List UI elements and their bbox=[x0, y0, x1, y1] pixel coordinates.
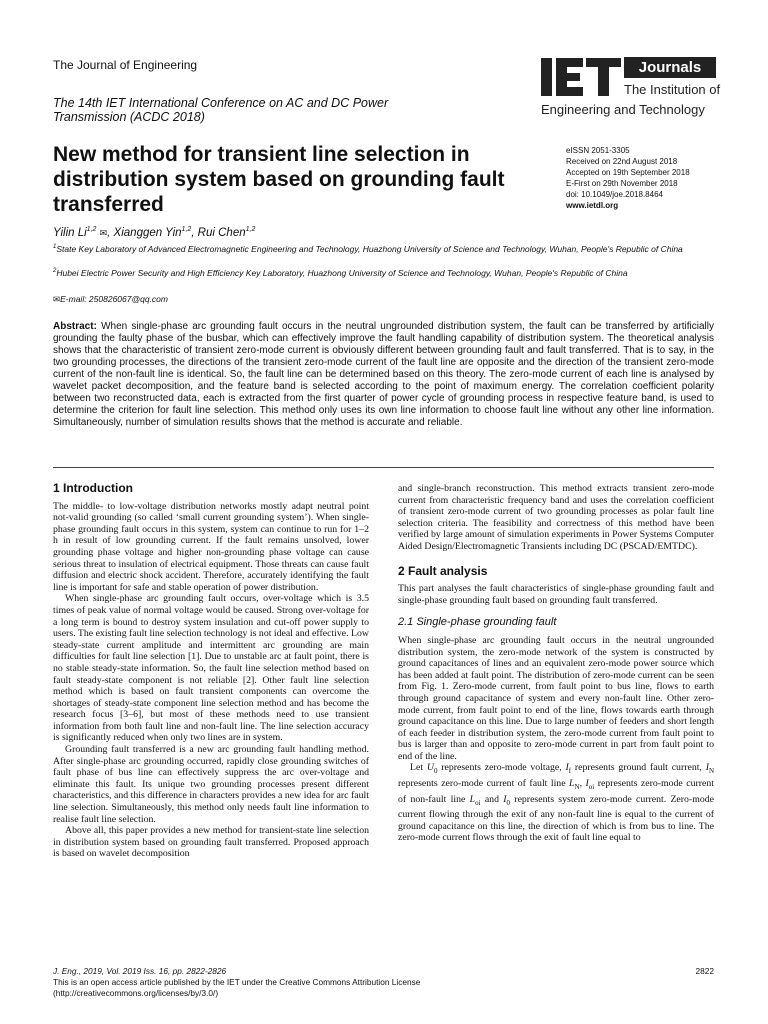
meta-efirst: E-First on 29th November 2018 bbox=[566, 179, 678, 188]
affil-sup: 1 bbox=[53, 244, 57, 250]
journal-name: The Journal of Engineering bbox=[53, 58, 198, 72]
author-affil-sup: 1,2 bbox=[181, 226, 192, 233]
article-title: New method for transient line selection in distribution system based on grounding fault transferred bbox=[53, 143, 505, 216]
author-name: Yilin Li bbox=[53, 226, 87, 239]
author-list bbox=[53, 226, 255, 239]
author-affil-sup: 1,2 bbox=[86, 226, 97, 233]
abstract bbox=[53, 321, 714, 429]
symbol-sub: N bbox=[574, 782, 580, 791]
abstract-label: Abstract: bbox=[53, 321, 97, 332]
journals-badge: Journals bbox=[624, 57, 716, 78]
page-number: 2822 bbox=[695, 966, 714, 976]
symbol: L bbox=[469, 793, 476, 805]
paragraph: When single-phase arc grounding fault occurs, over-voltage which is 3.5 times of peak value of normal voltage would be caused. Strong over-voltage for a long term is bound to destroy system insulation and cut-off power supply to users. The existing fault line selection technology is not ideal and effective. Low steady-state current amplitude and intermittent arc grounding are main difficulties for fault line selection [1]. Due to unstable arc at fault point, there is no stable steady-state information. So, the fault line selection method based on fault steady-state component is not reliable [2]. Other fault line selection method which is based on fault transient components can overcome the shortages of steady-state component line selection method and has become the research focus [3–6], but most of these methods need to use transient information from both fault line and non-fault line. The line selection accuracy is significantly reduced when only two lines are in system. bbox=[53, 593, 369, 744]
iet-logo bbox=[541, 56, 721, 120]
right-column bbox=[398, 483, 714, 844]
meta-eissn: eISSN 2051-3305 bbox=[566, 146, 630, 155]
section-divider bbox=[53, 467, 714, 468]
symbol: L bbox=[569, 778, 575, 790]
symbol-sub: oi bbox=[588, 782, 595, 791]
contact-email[interactable] bbox=[53, 294, 723, 306]
paragraph bbox=[398, 762, 714, 843]
left-column bbox=[53, 483, 369, 860]
conference-line-1: The 14th IET International Conference on AC and DC Power bbox=[53, 96, 389, 110]
affiliation-text: State Key Laboratory of Advanced Electromagnetic Engineering and Technology, Huazhong University of Science and Technology, Wuhan, People's Republic of China bbox=[56, 243, 683, 254]
symbol-sub: N bbox=[708, 767, 715, 776]
affiliation-1 bbox=[53, 242, 723, 255]
author-affil-sup: 1,2 bbox=[245, 226, 256, 233]
footer-license-link[interactable]: (http://creativecommons.org/licenses/by/3.0/) bbox=[53, 987, 219, 998]
text-run: Let bbox=[410, 762, 427, 774]
author-name: , Rui Chen bbox=[191, 226, 246, 239]
iet-logo-mark bbox=[541, 56, 621, 96]
page-footer bbox=[53, 966, 714, 998]
symbol-sub: oi bbox=[475, 798, 481, 807]
institution-line-2: Engineering and Technology bbox=[541, 102, 705, 117]
email-icon: ✉ bbox=[53, 294, 61, 304]
footer-citation: J. Eng., 2019, Vol. 2019 Iss. 16, pp. 2822-2826 bbox=[53, 966, 227, 976]
subsection-heading: 2.1 Single-phase grounding fault bbox=[398, 616, 557, 629]
paragraph: Above all, this paper provides a new method for transient-state line selection in distribution system based on grounding fault transferred. Proposed approach is based on wavelet decomposition bbox=[53, 825, 369, 860]
symbol: I bbox=[565, 762, 569, 774]
text-run: and bbox=[480, 793, 504, 805]
affiliation-text: Hubei Electric Power Security and High Efficiency Key Laboratory, Huazhong University of Science and Technology, Wuhan, People's Republic of China bbox=[56, 267, 628, 278]
affil-sup: 2 bbox=[53, 268, 57, 274]
paragraph: The middle- to low-voltage distribution networks mostly adapt neutral point not-valid grounding (so called ‘small current grounding system’). When single-phase grounding fault occurs in this system, system can continue to run for 1–2 h in result of low grounding current. If the fault remains unsolved, lower grounding phase voltage and higher non-grounding phase voltage can cause serious threat to insulation of electrical equipment. Those threats can cause fault diffusion and electric shock accident. Therefore, accurately identifying the fault line is important for safe and stable operation of power distribution. bbox=[53, 500, 369, 593]
symbol: I bbox=[503, 793, 507, 805]
section-heading-introduction: 1 Introduction bbox=[53, 481, 133, 495]
institution-line-1: The Institution of bbox=[624, 82, 721, 97]
section-heading-fault-analysis: 2 Fault analysis bbox=[398, 563, 488, 578]
affiliation-2 bbox=[53, 266, 723, 279]
symbol-sub: 0 bbox=[433, 767, 438, 776]
abstract-text: When single-phase arc grounding fault occurs in the neutral ungrounded distribution system, the fault can be transferred by artificially grounding the faulty phase of the busbar, which can effectively improve the fault handling capability of distribution system. The theoretical analysis shows that the characteristic of transient zero-mode current is obviously different between grounding fault and fault transferred. That is to say, in the two grounding processes, the directions of the transient zero-mode current of the fault line are opposite and the direction of the transient zero-mode current of the non-fault line is identical. So, the fault line can be determined based on this theory. The zero-mode current of each line is analysed by wavelet packet decomposition, and the feature band is selected according to the point of maximum energy. The correlation coefficient polarity between two reconstructed data, each is extracted from the first quarter of power cycle of grounding process in respective feature band, is used to determine the criterion for fault line selection. This method only uses its own line information to choose fault line without any other line information. Simultaneously, number of simulation results shows that the method is accurate and reliable. bbox=[53, 321, 715, 428]
text-run: represents zero-mode voltage, bbox=[437, 762, 566, 774]
text-run: represents system zero-mode current. Zero-mode current flowing through the exit of any non-fault line is equal to the current of ground capacitance on this line, the direction of which is from bus to line. The zero-mode current flows through the exit of fault line equal to bbox=[398, 793, 714, 844]
symbol: I bbox=[705, 762, 709, 774]
conference-line-2: Transmission (ACDC 2018) bbox=[53, 110, 205, 124]
text-run: represents ground fault current, bbox=[571, 762, 706, 774]
text-run: represents zero-mode current of non-fault line bbox=[398, 778, 715, 805]
symbol-sub: 0 bbox=[506, 798, 511, 807]
paragraph: Grounding fault transferred is a new arc grounding fault handling method. After single-phase arc grounding occurred, rapidly close grounding switches of fault phase of bus line can effectively suppress the arc over-voltage and eliminate this fault. Its unique two grounding processes present different characteristics, and this difference in characters provides a new idea for arc fault line selection. Simultaneously, this method only needs fault line information to realise fault line selection. bbox=[53, 744, 369, 825]
footer-license: This is an open access article published by the IET under the Creative Commons Attribution License bbox=[53, 976, 421, 987]
email-text[interactable]: E-mail: 250826067@qq.com bbox=[60, 294, 168, 304]
meta-website[interactable]: www.ietdl.org bbox=[566, 201, 619, 210]
meta-received: Received on 22nd August 2018 bbox=[566, 157, 678, 166]
symbol: I bbox=[585, 778, 589, 790]
meta-accepted: Accepted on 19th September 2018 bbox=[566, 168, 690, 177]
symbol: U bbox=[426, 762, 434, 774]
meta-doi[interactable]: doi: 10.1049/joe.2018.8464 bbox=[566, 190, 663, 199]
text-run: represents zero-mode current of fault line bbox=[398, 778, 570, 790]
paragraph: When single-phase arc grounding fault occurs in the neutral ungrounded distribution system, the zero-mode network of the system is constructed by ground capacitances of lines and an equivalent zero-mode power source which has been added at fault point. The distribution of zero-mode current can be seen from Fig. 1. Zero-mode current, from fault point to bus line, flows to earth through ground capacitance of system and every non-fault line. Other zero-mode current, from fault point to end of the line, flows towards earth through ground capacitance on this line. Due to large number of feeders and short length of each feeder in distribution system, the zero-mode current from fault point to bus is larger than and opposite to zero-mode current in part from fault point to end of the line. bbox=[398, 634, 714, 762]
symbol-sub: f bbox=[568, 767, 572, 776]
article-meta bbox=[566, 145, 756, 211]
author-name: , Xianggen Yin bbox=[107, 226, 182, 239]
text-run: , bbox=[579, 778, 586, 790]
paragraph: and single-branch reconstruction. This method extracts transient zero-mode current from characteristic frequency band and uses the correlation coefficient of transient zero-mode current of two grounding processes as polar fault line selection criteria. The feasibility and correctness of this method have been verified by large amount of simulation experiments in Power Systems Computer Aided Design/Electromagnetic Transients including DC (PSCAD/EMTDC). bbox=[398, 483, 714, 552]
email-icon: ✉ bbox=[99, 227, 108, 238]
conference-title bbox=[53, 96, 433, 124]
paragraph: This part analyses the fault characteristics of single-phase grounding fault and single-phase grounding fault based on grounding fault transferred. bbox=[398, 583, 714, 606]
